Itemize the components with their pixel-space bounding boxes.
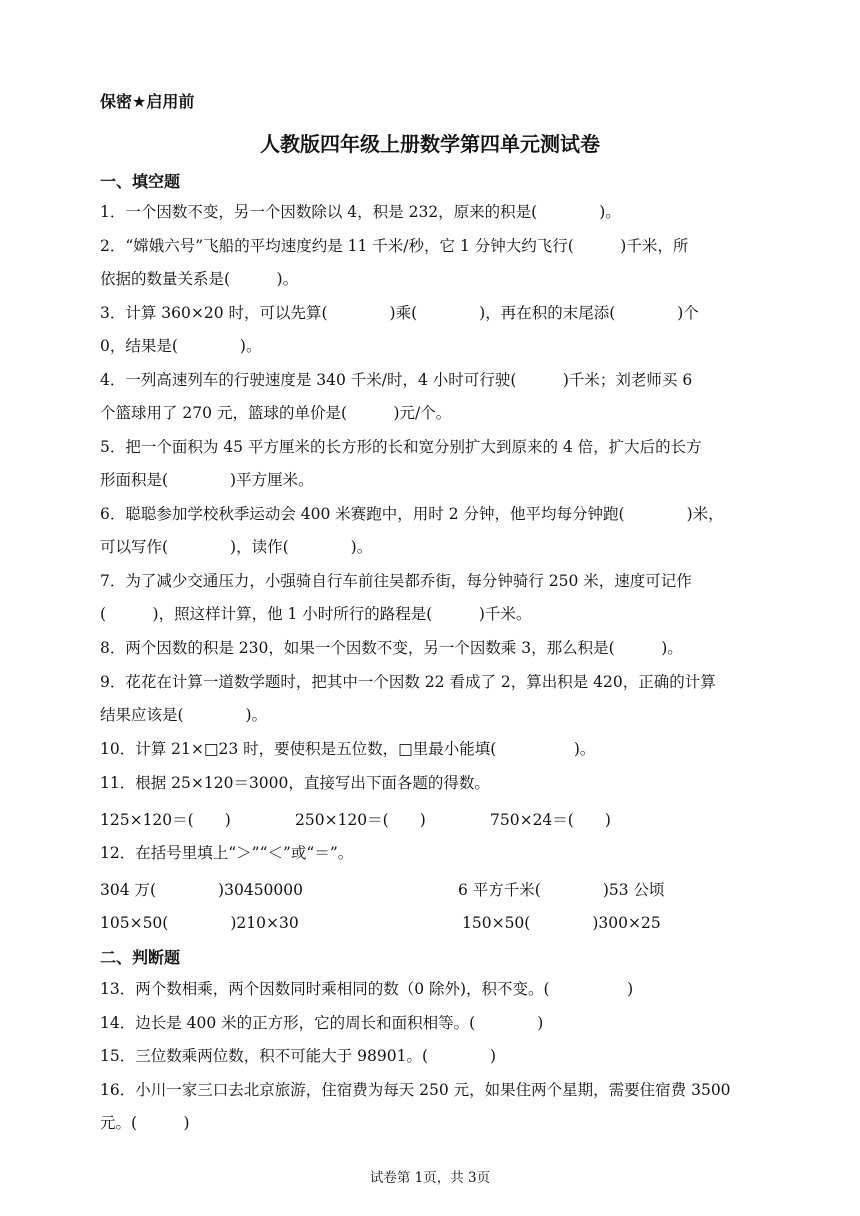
question-4-line-1: 4．一列高速列车的行驶速度是 340 千米/时，4 小时可行驶( )千米；刘老师买 6 [100,371,693,389]
question-13: 13．两个数相乘，两个因数同时乘相同的数（0 除外)，积不变。( ) [100,980,634,998]
question-12-item-4: 150×50( )300×25 [462,914,661,932]
question-1: 1．一个因数不变，另一个因数除以 4，积是 232，原来的积是( )。 [100,203,621,221]
question-6-line-2: 可以写作( )，读作( )。 [100,538,373,556]
question-3-line-2: 0，结果是( )。 [100,337,262,355]
question-16-line-1: 16．小川一家三口去北京旅游，住宿费为每天 250 元，如果住两个星期，需要住宿费 3500 [100,1081,731,1099]
question-4-line-2: 个篮球用了 270 元，篮球的单价是( )元/个。 [100,404,452,422]
question-9-line-2: 结果应该是( )。 [100,706,268,724]
question-10: 10．计算 21×□23 时，要使积是五位数，□里最小能填( )。 [100,740,596,758]
question-2-line-1: 2．“嫦娥六号”飞船的平均速度约是 11 千米/秒，它 1 分钟大约飞行( )千米，所 [100,237,689,255]
question-12-item-1: 304 万( )30450000 [100,881,303,899]
question-2-line-2: 依据的数量关系是( )。 [100,270,299,288]
question-8: 8．两个因数的积是 230，如果一个因数不变，另一个因数乘 3，那么积是( )。 [100,639,683,657]
question-12-item-3: 105×50( )210×30 [100,914,299,932]
question-11-item-3: 750×24＝( ) [490,811,611,829]
section-heading-fill-in: 一、填空题 [100,172,181,191]
question-3-line-1: 3．计算 360×20 时，可以先算( )乘( )，再在积的末尾添( )个 [100,304,699,322]
question-5-line-1: 5．把一个面积为 45 平方厘米的长方形的长和宽分别扩大到原来的 4 倍，扩大后的长方 [100,438,702,456]
question-15: 15．三位数乘两位数，积不可能大于 98901。( ) [100,1047,497,1065]
page-footer: 试卷第 1页，共 3页 [369,1170,491,1186]
question-14: 14．边长是 400 米的正方形，它的周长和面积相等。( ) [100,1014,544,1032]
confidential-label: 保密★启用前 [100,92,195,111]
question-11-item-1: 125×120＝( ) [100,811,231,829]
question-7-line-1: 7．为了减少交通压力，小强骑自行车前往吴都乔街，每分钟骑行 250 米，速度可记作 [100,572,692,590]
question-12-item-2: 6 平方千米( )53 公顷 [458,881,665,899]
question-5-line-2: 形面积是( )平方厘米。 [100,471,314,489]
section-heading-judgement: 二、判断题 [100,948,181,967]
question-11-item-2: 250×120＝( ) [295,811,426,829]
question-11: 11．根据 25×120＝3000，直接写出下面各题的得数。 [100,774,490,792]
question-7-line-2: ( )，照这样计算，他 1 小时所行的路程是( )千米。 [100,605,532,623]
question-6-line-1: 6．聪聪参加学校秋季运动会 400 米赛跑中，用时 2 分钟，他平均每分钟跑( )米， [100,505,724,523]
question-9-line-1: 9．花花在计算一道数学题时，把其中一个因数 22 看成了 2，算出积是 420，正确的计算 [100,673,716,691]
exam-title: 人教版四年级上册数学第四单元测试卷 [260,132,600,156]
question-12: 12．在括号里填上“＞”“＜”或“＝”。 [100,844,354,862]
question-16-line-2: 元。( ) [100,1114,190,1132]
